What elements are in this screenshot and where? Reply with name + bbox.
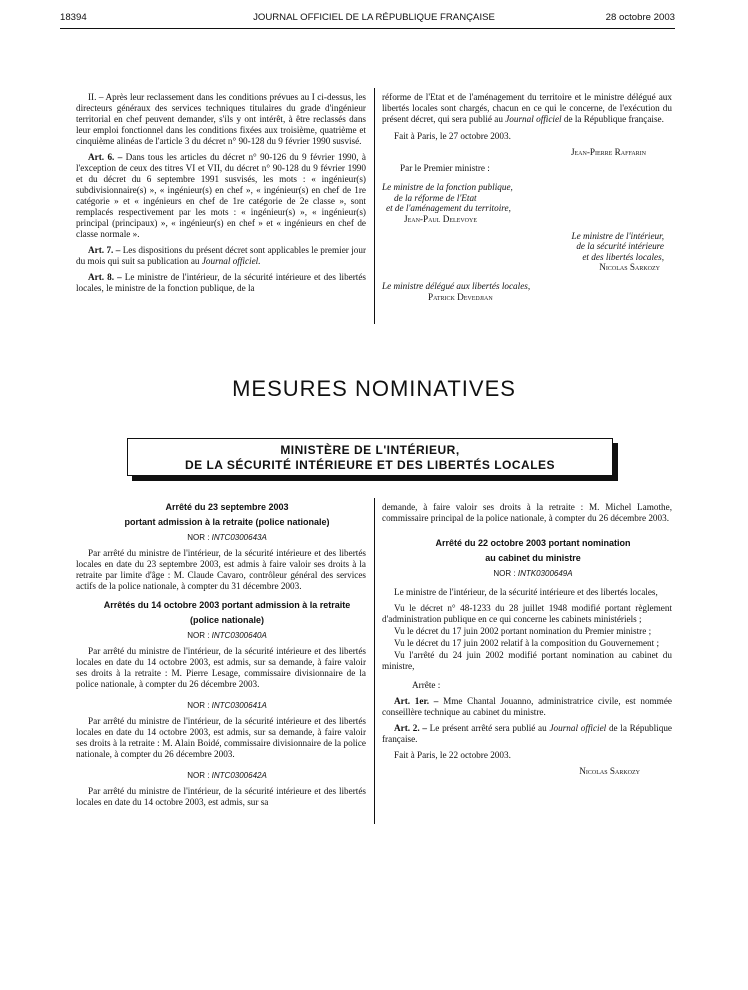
page-header	[0, 12, 748, 28]
top-left-column	[76, 92, 366, 299]
nor-code: INTC0300641A	[211, 701, 267, 710]
article-7-italic: Journal officiel.	[201, 256, 261, 266]
interior-minister-block	[382, 231, 672, 263]
nor-label: NOR :	[187, 771, 210, 780]
nor-label: NOR :	[493, 569, 516, 578]
arrete-label: Arrête :	[412, 680, 441, 690]
fp-line-1: Le ministre de la fonction publique,	[382, 182, 513, 192]
fp-line-2: de la réforme de l'Etat	[394, 192, 477, 203]
issue-date: 28 octobre 2003	[605, 12, 675, 23]
bottom-left-column	[76, 502, 366, 813]
arrete-5-title-1: Arrêté du 22 octobre 2003 portant nomination	[435, 538, 631, 548]
top-right-column	[382, 92, 672, 303]
fp-line-3: et de l'aménagement du territoire,	[386, 203, 511, 213]
done-at-paris-2: Fait à Paris, le 22 octobre 2003.	[394, 750, 511, 760]
arrete-4-text: Par arrêté du ministre de l'intérieur, de la sécurité intérieure et des libertés locales en date du 14 octobre 2003, est admis, sur sa	[76, 786, 366, 807]
article-8-text: Le ministre de l'intérieur, de la sécurité intérieure et des libertés locales, le ministre de la fonction publique, de la	[76, 272, 367, 293]
ministry-line-1: MINISTÈRE DE L'INTÉRIEUR,	[280, 443, 460, 457]
delegate-minister-line: Le ministre délégué aux libertés locales,	[382, 281, 531, 291]
header-rule	[60, 28, 675, 29]
delegate-minister-name: Patrick Devedjian	[428, 292, 493, 302]
nor-label: NOR :	[187, 631, 210, 640]
article-2-label: Art. 2. –	[394, 723, 427, 733]
page-number: 18394	[60, 12, 87, 23]
article-1-text: Mme Chantal Jouanno, administratrice civile, est nommée conseillère technique au cabinet du ministre.	[382, 696, 672, 717]
article-6	[76, 152, 366, 240]
article-2-text-end: de la République française.	[382, 723, 672, 744]
article-1	[382, 696, 672, 718]
article-2	[382, 723, 672, 745]
arrete-4-nor	[76, 770, 366, 781]
execution-text-end: de la République française.	[563, 114, 664, 124]
arrete-3-text: Par arrêté du ministre de l'intérieur, de la sécurité intérieure et des libertés locales en date du 14 octobre 2003, est admis, sur sa demande, à faire valoir ses droits à la retraite : M. Alain Boidé, commissaire divisionnaire de la police nationale, à compter du 26 décembre 2003.	[76, 716, 366, 759]
visa-3: Vu le décret du 17 juin 2002 relatif à la composition du Gouvernement ;	[394, 638, 660, 648]
nor-code: INTK0300649A	[517, 569, 573, 578]
arrete-4-continued: demande, à faire valoir ses droits à la retraite : M. Michel Lamothe, commissaire principal de la police nationale, à compter du 26 décembre 2003.	[382, 502, 672, 523]
visa-1: Vu le décret n° 48-1233 du 28 juillet 1948 modifié portant règlement d'administration publique en ce qui concerne les cabinets ministériels ;	[382, 603, 672, 624]
fp-minister-name: Jean-Paul Delevoye	[404, 213, 477, 224]
nor-code: INTC0300642A	[211, 771, 267, 780]
done-at-paris: Fait à Paris, le 27 octobre 2003.	[394, 131, 511, 141]
arrete-5-nor	[382, 568, 672, 579]
article-2-text: Le présent arrêté sera publié au	[429, 723, 547, 733]
nor-code: INTC0300640A	[211, 631, 267, 640]
execution-text: réforme de l'Etat et de l'aménagement du territoire et le ministre délégué aux libertés locales sont chargés, chacun en ce qui le concerne, de l'exécution du présent décret, qui sera publié au	[382, 92, 672, 124]
article-7	[76, 245, 366, 267]
ministry-box	[127, 438, 613, 476]
bottom-right-column	[382, 502, 672, 782]
pm-signature: Jean-Pierre Raffarin	[570, 147, 646, 157]
visa-2: Vu le décret du 17 juin 2002 portant nomination du Premier ministre ;	[394, 626, 652, 636]
int-line-1: Le ministre de l'intérieur,	[571, 230, 664, 241]
article-6-label: Art. 6. –	[88, 152, 123, 162]
int-line-3: et des libertés locales,	[582, 251, 664, 262]
nor-label: NOR :	[187, 701, 210, 710]
column-divider-top	[374, 88, 375, 324]
paragraph-ii: II. – Après leur reclassement dans les conditions prévues au I ci-dessus, les directeurs généraux des services techniques titulaires du grade d'ingénieur territorial en chef peuvent demander, s'ils y ont intérêt, à être reclassés dans leur emploi fonctionnel dans les conditions fixées aux troisième, quatrième et cinquième alinéas de l'article 3 du décret n° 90-128 du 9 février 1990 susvisé.	[76, 92, 366, 146]
article-8	[76, 272, 366, 294]
article-6-text: Dans tous les articles du décret n° 90-126 du 9 février 1990, à l'exception de ceux des titres VI et VII, du décret n° 90-128 du 9 février 1990 et du décret du 6 septembre 1991 susvisés, les mots : « ingénieur(s) subdivisionnaire(s) », « ingénieur(s) en chef », « ingénieur(s) en chef de 1re catégorie » et « ingénieurs en chef de 1re catégorie de 2e classe », sont remplacés respectivement par les mots : « ingénieur(s) », « ingénieur(s) principal (principaux) », « ingénieur(s) en chef » et « ingénieurs en chef de classe normale ».	[76, 152, 366, 239]
article-8-label: Art. 8. –	[88, 272, 122, 282]
arrete-3-nor	[76, 700, 366, 711]
arrete-1-text: Par arrêté du ministre de l'intérieur, de la sécurité intérieure et des libertés locales en date du 23 septembre 2003, est admis à faire valoir ses droits à la retraite par limite d'âge : M. Claude Cavaro, contrôleur général des services actifs de la police nationale, à compter du 31 décembre 2003.	[76, 548, 366, 591]
article-2-italic: Journal officiel	[549, 723, 607, 733]
arrete-5-title-2: au cabinet du ministre	[485, 553, 581, 563]
arrete-1-title-1: Arrêté du 23 septembre 2003	[165, 502, 289, 512]
fp-minister-block	[382, 182, 672, 214]
by-pm-label: Par le Premier ministre :	[400, 163, 490, 173]
journal-title: JOURNAL OFFICIEL DE LA RÉPUBLIQUE FRANÇAISE	[253, 12, 495, 23]
article-7-label: Art. 7. –	[88, 245, 121, 255]
arrete-1-title-2: portant admission à la retraite (police nationale)	[124, 517, 330, 527]
minister-signature: Nicolas Sarkozy	[579, 766, 640, 776]
article-1-label: Art. 1er. –	[394, 696, 439, 706]
arrete-1-nor	[76, 532, 366, 543]
ministry-line-2: DE LA SÉCURITÉ INTÉRIEURE ET DES LIBERTÉS LOCALES	[184, 458, 556, 472]
article-7-text: Les dispositions du présent décret sont applicables le premier jour du mois qui suit sa publication au	[76, 245, 367, 266]
arrete-2-nor	[76, 630, 366, 641]
execution-paragraph	[382, 92, 672, 125]
column-divider-bottom	[374, 498, 375, 824]
interior-minister-name: Nicolas Sarkozy	[599, 262, 660, 272]
arrete-2-title-2: (police nationale)	[189, 615, 264, 625]
arrete-2-text: Par arrêté du ministre de l'intérieur, de la sécurité intérieure et des libertés locales en date du 14 octobre 2003, est admis, sur sa demande, à faire valoir ses droits à la retraite : M. Pierre Lesage, commissaire divisionnaire de la police nationale, à compter du 26 décembre 2003.	[76, 646, 366, 689]
arrete-2-title-1: Arrêtés du 14 octobre 2003 portant admission à la retraite	[103, 600, 351, 610]
section-title: MESURES NOMINATIVES	[232, 376, 516, 401]
minister-intro: Le ministre de l'intérieur, de la sécurité intérieure et des libertés locales,	[394, 587, 658, 597]
int-line-2: de la sécurité intérieure	[576, 241, 664, 251]
visa-4: Vu l'arrêté du 24 juin 2002 modifié portant nomination au cabinet du ministre,	[382, 650, 672, 671]
execution-journal: Journal officiel	[505, 114, 562, 124]
nor-label: NOR :	[187, 533, 210, 542]
nor-code: INTC0300643A	[211, 533, 267, 542]
